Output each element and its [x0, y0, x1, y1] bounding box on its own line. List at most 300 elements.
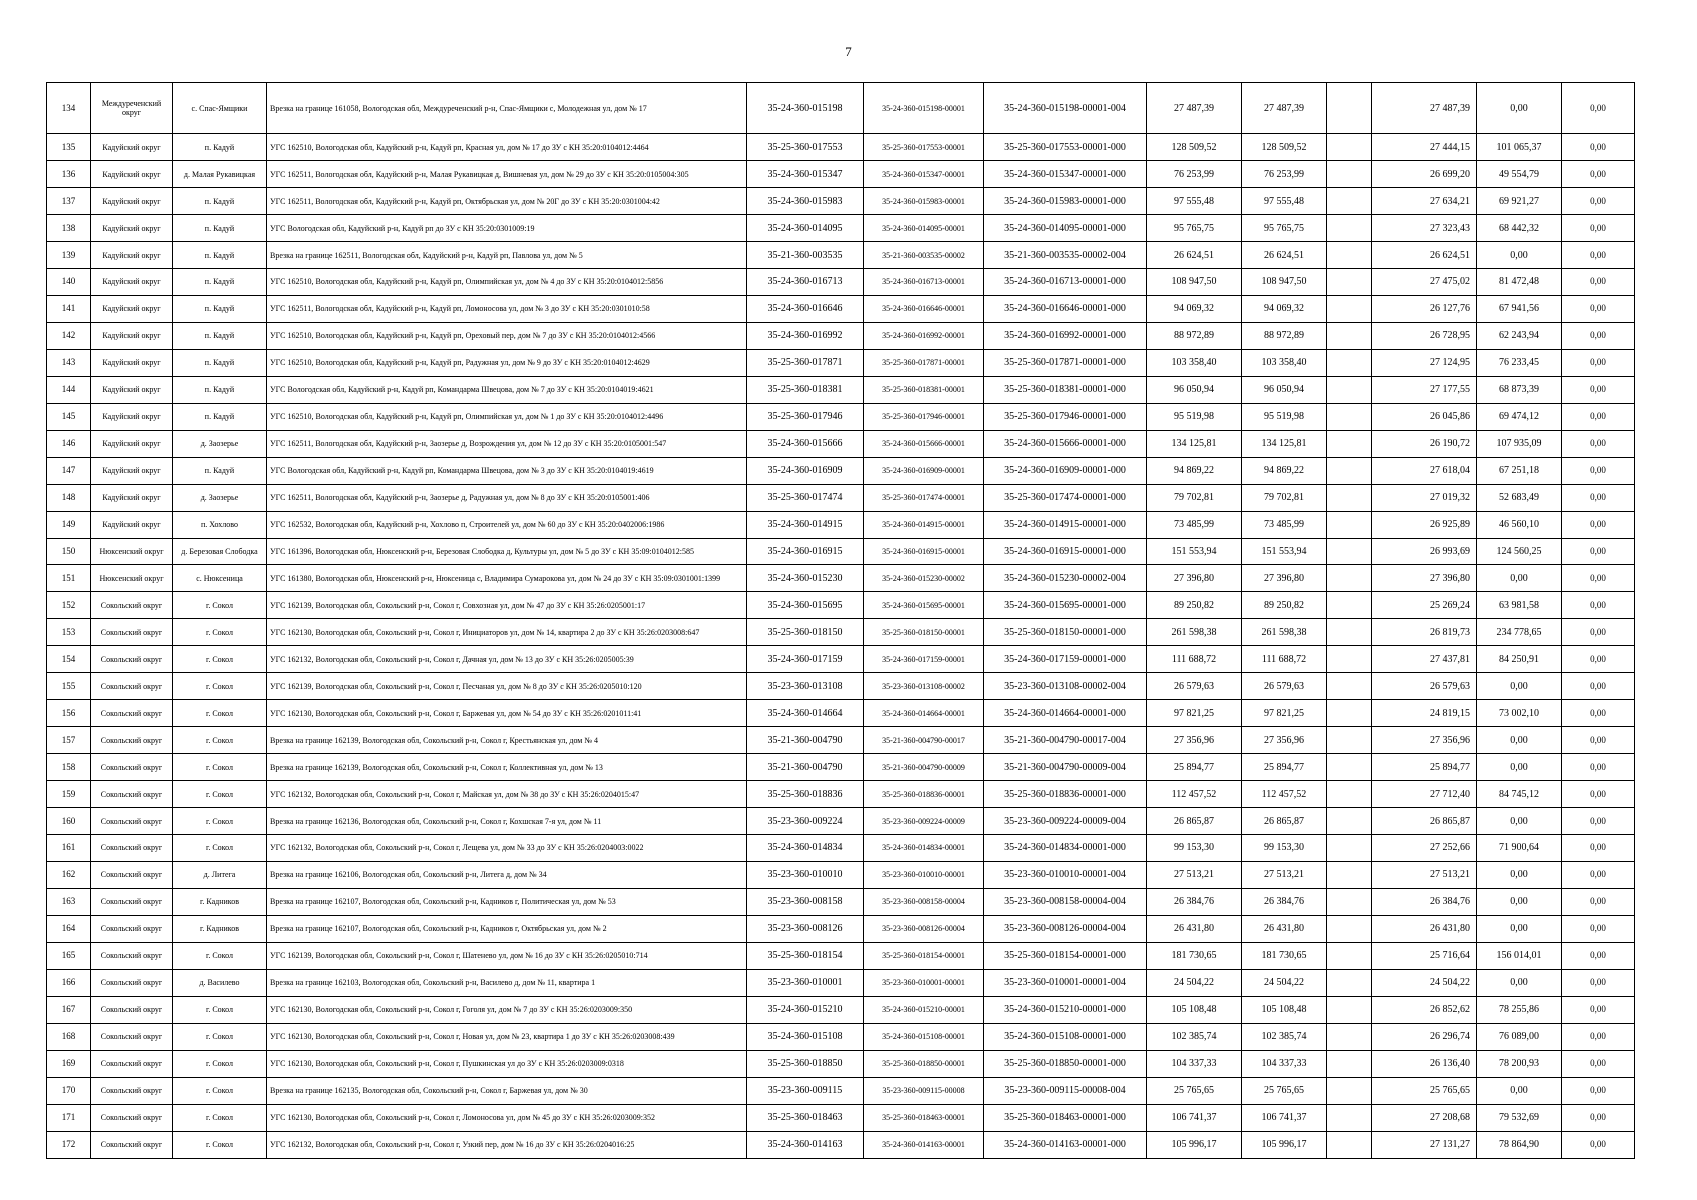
code-cell: 35-23-360-010001 — [747, 969, 864, 996]
address-cell: УГС 162510, Вологодская обл, Кадуйский р-н, Кадуй рп, Красная ул, дом № 17 до ЗУ с КН 35:20:0104012:4464 — [267, 134, 747, 161]
locality-cell: г. Сокол — [173, 1077, 267, 1104]
amount-total-cell: 103 358,40 — [1147, 349, 1242, 376]
empty-cell — [1327, 215, 1372, 242]
locality-cell: г. Сокол — [173, 781, 267, 808]
district-cell: Сокольский округ — [91, 1050, 173, 1077]
code-sub-cell: 35-24-360-014834-00001 — [864, 835, 984, 862]
empty-cell — [1327, 322, 1372, 349]
table-row — [47, 727, 1635, 754]
locality-cell: д. Березовая Слободка — [173, 538, 267, 565]
empty-cell — [1327, 700, 1372, 727]
table-row — [47, 242, 1635, 269]
address-cell: УГС 162132, Вологодская обл, Сокольский р-н, Сокол г, Узкий пер, дом № 16 до ЗУ с КН 35:26:0204016:25 — [267, 1131, 747, 1159]
empty-cell — [1327, 1023, 1372, 1050]
empty-cell — [1327, 1104, 1372, 1131]
code-cell: 35-24-360-016909 — [747, 457, 864, 484]
code-cell: 35-25-360-018154 — [747, 942, 864, 969]
amount-zero-cell: 0,00 — [1562, 942, 1635, 969]
amount-cell: 27 487,39 — [1242, 83, 1327, 134]
amount-remainder-cell: 124 560,25 — [1477, 538, 1562, 565]
district-cell: Кадуйский округ — [91, 511, 173, 538]
amount-zero-cell: 0,00 — [1562, 322, 1635, 349]
address-cell: УГС 161380, Вологодская обл, Нюксенский р-н, Нюксеница с, Владимира Сумарокова ул, дом № 24 до ЗУ с КН 35:09:0301001:1399 — [267, 565, 747, 592]
code-cell: 35-24-360-015695 — [747, 592, 864, 619]
amount-zero-cell: 0,00 — [1562, 484, 1635, 511]
code-sub-cell: 35-25-360-017871-00001 — [864, 349, 984, 376]
empty-cell — [1327, 915, 1372, 942]
code-full-cell: 35-23-360-010001-00001-004 — [984, 969, 1147, 996]
code-sub-cell: 35-24-360-015108-00001 — [864, 1023, 984, 1050]
amount-part-cell: 27 475,02 — [1372, 269, 1477, 296]
amount-remainder-cell: 107 935,09 — [1477, 430, 1562, 457]
table-row — [47, 349, 1635, 376]
table-row — [47, 808, 1635, 835]
code-cell: 35-24-360-015198 — [747, 83, 864, 134]
amount-total-cell: 108 947,50 — [1147, 269, 1242, 296]
code-cell: 35-25-360-018836 — [747, 781, 864, 808]
empty-cell — [1327, 242, 1372, 269]
locality-cell: г. Сокол — [173, 1131, 267, 1159]
amount-zero-cell: 0,00 — [1562, 1104, 1635, 1131]
amount-cell: 26 431,80 — [1242, 915, 1327, 942]
address-cell: УГС 162510, Вологодская обл, Кадуйский р-н, Кадуй рп, Олимпийская ул, дом № 4 до ЗУ с КН 35:20:0104012:5856 — [267, 269, 747, 296]
amount-part-cell: 25 269,24 — [1372, 592, 1477, 619]
amount-part-cell: 26 136,40 — [1372, 1050, 1477, 1077]
amount-total-cell: 27 487,39 — [1147, 83, 1242, 134]
code-cell: 35-23-360-008158 — [747, 888, 864, 915]
row-number-cell: 148 — [47, 484, 91, 511]
row-number-cell: 153 — [47, 619, 91, 646]
code-sub-cell: 35-21-360-004790-00017 — [864, 727, 984, 754]
row-number-cell: 149 — [47, 511, 91, 538]
district-cell: Сокольский округ — [91, 915, 173, 942]
amount-zero-cell: 0,00 — [1562, 1131, 1635, 1159]
amount-zero-cell: 0,00 — [1562, 511, 1635, 538]
amount-zero-cell: 0,00 — [1562, 835, 1635, 862]
amount-total-cell: 95 765,75 — [1147, 215, 1242, 242]
amount-remainder-cell: 156 014,01 — [1477, 942, 1562, 969]
table-row — [47, 835, 1635, 862]
row-number-cell: 143 — [47, 349, 91, 376]
amount-cell: 134 125,81 — [1242, 430, 1327, 457]
address-cell: Врезка на границе 162103, Вологодская обл, Сокольский р-н, Василево д, дом № 11, квартира 1 — [267, 969, 747, 996]
code-sub-cell: 35-24-360-017159-00001 — [864, 646, 984, 673]
code-cell: 35-24-360-016646 — [747, 295, 864, 322]
district-cell: Кадуйский округ — [91, 430, 173, 457]
code-full-cell: 35-23-360-013108-00002-004 — [984, 673, 1147, 700]
address-cell: Врезка на границе 162139, Вологодская обл, Сокольский р-н, Сокол г, Крестьянская ул, дом № 4 — [267, 727, 747, 754]
address-cell: УГС Вологодская обл, Кадуйский р-н, Кадуй рп, Командарма Швецова, дом № 7 до ЗУ с КН 35:20:0104019:4621 — [267, 376, 747, 403]
amount-zero-cell: 0,00 — [1562, 700, 1635, 727]
row-number-cell: 136 — [47, 161, 91, 188]
code-sub-cell: 35-24-360-014915-00001 — [864, 511, 984, 538]
locality-cell: д. Малая Рукавицкая — [173, 161, 267, 188]
amount-total-cell: 25 894,77 — [1147, 754, 1242, 781]
district-cell: Сокольский округ — [91, 835, 173, 862]
locality-cell: г. Сокол — [173, 700, 267, 727]
amount-remainder-cell: 0,00 — [1477, 673, 1562, 700]
address-cell: УГС Вологодская обл, Кадуйский р-н, Кадуй рп, Командарма Швецова, дом № 3 до ЗУ с КН 35:20:0104019:4619 — [267, 457, 747, 484]
amount-zero-cell: 0,00 — [1562, 673, 1635, 700]
locality-cell: г. Сокол — [173, 1023, 267, 1050]
amount-cell: 76 253,99 — [1242, 161, 1327, 188]
amount-cell: 26 865,87 — [1242, 808, 1327, 835]
amount-zero-cell: 0,00 — [1562, 134, 1635, 161]
amount-part-cell: 26 127,76 — [1372, 295, 1477, 322]
table-body — [47, 83, 1635, 1159]
amount-part-cell: 27 131,27 — [1372, 1131, 1477, 1159]
locality-cell: п. Кадуй — [173, 322, 267, 349]
locality-cell: д. Заозерье — [173, 484, 267, 511]
amount-zero-cell: 0,00 — [1562, 215, 1635, 242]
table-row — [47, 188, 1635, 215]
amount-cell: 97 821,25 — [1242, 700, 1327, 727]
locality-cell: п. Кадуй — [173, 215, 267, 242]
empty-cell — [1327, 430, 1372, 457]
amount-part-cell: 26 296,74 — [1372, 1023, 1477, 1050]
empty-cell — [1327, 269, 1372, 296]
amount-part-cell: 27 712,40 — [1372, 781, 1477, 808]
amount-zero-cell: 0,00 — [1562, 888, 1635, 915]
table-row — [47, 942, 1635, 969]
address-cell: УГС 162132, Вологодская обл, Сокольский р-н, Сокол г, Лещева ул, дом № 33 до ЗУ с КН 35:26:0204003:0022 — [267, 835, 747, 862]
code-sub-cell: 35-24-360-015198-00001 — [864, 83, 984, 134]
amount-total-cell: 128 509,52 — [1147, 134, 1242, 161]
empty-cell — [1327, 1077, 1372, 1104]
code-full-cell: 35-23-360-008158-00004-004 — [984, 888, 1147, 915]
table-row — [47, 83, 1635, 134]
amount-cell: 151 553,94 — [1242, 538, 1327, 565]
locality-cell: с. Спас-Ямщики — [173, 83, 267, 134]
locality-cell: п. Кадуй — [173, 349, 267, 376]
table-row — [47, 1023, 1635, 1050]
code-full-cell: 35-24-360-016992-00001-000 — [984, 322, 1147, 349]
code-cell: 35-24-360-016992 — [747, 322, 864, 349]
district-cell: Нюксенский округ — [91, 538, 173, 565]
code-sub-cell: 35-25-360-018836-00001 — [864, 781, 984, 808]
empty-cell — [1327, 565, 1372, 592]
code-sub-cell: 35-24-360-015230-00002 — [864, 565, 984, 592]
address-cell: УГС 162130, Вологодская обл, Сокольский р-н, Сокол г, Новая ул, дом № 23, квартира 1 до ЗУ с КН 35:26:0203008:439 — [267, 1023, 747, 1050]
amount-part-cell: 27 323,43 — [1372, 215, 1477, 242]
locality-cell: с. Нюксеница — [173, 565, 267, 592]
table-row — [47, 215, 1635, 242]
code-full-cell: 35-25-360-018381-00001-000 — [984, 376, 1147, 403]
amount-part-cell: 27 019,32 — [1372, 484, 1477, 511]
amount-total-cell: 88 972,89 — [1147, 322, 1242, 349]
amount-zero-cell: 0,00 — [1562, 808, 1635, 835]
code-sub-cell: 35-24-360-016646-00001 — [864, 295, 984, 322]
code-full-cell: 35-25-360-017553-00001-000 — [984, 134, 1147, 161]
locality-cell: п. Кадуй — [173, 295, 267, 322]
address-cell: УГС 162130, Вологодская обл, Сокольский р-н, Сокол г, Пушкинская ул до ЗУ с КН 35:26:0203009:0318 — [267, 1050, 747, 1077]
code-cell: 35-24-360-014664 — [747, 700, 864, 727]
table-row — [47, 484, 1635, 511]
locality-cell: д. Василево — [173, 969, 267, 996]
locality-cell: п. Кадуй — [173, 376, 267, 403]
amount-remainder-cell: 0,00 — [1477, 1077, 1562, 1104]
amount-cell: 99 153,30 — [1242, 835, 1327, 862]
row-number-cell: 147 — [47, 457, 91, 484]
code-cell: 35-24-360-015983 — [747, 188, 864, 215]
empty-cell — [1327, 673, 1372, 700]
amount-remainder-cell: 73 002,10 — [1477, 700, 1562, 727]
amount-total-cell: 24 504,22 — [1147, 969, 1242, 996]
empty-cell — [1327, 1050, 1372, 1077]
code-sub-cell: 35-25-360-018154-00001 — [864, 942, 984, 969]
empty-cell — [1327, 403, 1372, 430]
amount-zero-cell: 0,00 — [1562, 430, 1635, 457]
address-cell: Врезка на границе 162106, Вологодская обл, Сокольский р-н, Литега д, дом № 34 — [267, 861, 747, 888]
amount-part-cell: 26 384,76 — [1372, 888, 1477, 915]
table-row — [47, 915, 1635, 942]
code-cell: 35-24-360-017159 — [747, 646, 864, 673]
code-full-cell: 35-21-360-004790-00009-004 — [984, 754, 1147, 781]
amount-cell: 27 513,21 — [1242, 861, 1327, 888]
table-row — [47, 700, 1635, 727]
code-cell: 35-24-360-014915 — [747, 511, 864, 538]
amount-part-cell: 27 252,66 — [1372, 835, 1477, 862]
amount-part-cell: 27 124,95 — [1372, 349, 1477, 376]
table-row — [47, 161, 1635, 188]
code-full-cell: 35-25-360-018836-00001-000 — [984, 781, 1147, 808]
amount-part-cell: 27 396,80 — [1372, 565, 1477, 592]
address-cell: УГС 162510, Вологодская обл, Кадуйский р-н, Кадуй рп, Радужная ул, дом № 9 до ЗУ с КН 35:20:0104012:4629 — [267, 349, 747, 376]
empty-cell — [1327, 295, 1372, 322]
amount-cell: 108 947,50 — [1242, 269, 1327, 296]
row-number-cell: 142 — [47, 322, 91, 349]
locality-cell: г. Сокол — [173, 996, 267, 1023]
amount-remainder-cell: 63 981,58 — [1477, 592, 1562, 619]
amount-part-cell: 26 624,51 — [1372, 242, 1477, 269]
empty-cell — [1327, 996, 1372, 1023]
amount-part-cell: 27 437,81 — [1372, 646, 1477, 673]
amount-zero-cell: 0,00 — [1562, 915, 1635, 942]
table-row — [47, 538, 1635, 565]
code-cell: 35-21-360-004790 — [747, 754, 864, 781]
code-full-cell: 35-21-360-004790-00017-004 — [984, 727, 1147, 754]
amount-zero-cell: 0,00 — [1562, 565, 1635, 592]
registry-table — [46, 82, 1635, 1159]
amount-remainder-cell: 0,00 — [1477, 242, 1562, 269]
code-cell: 35-24-360-015230 — [747, 565, 864, 592]
amount-part-cell: 26 865,87 — [1372, 808, 1477, 835]
amount-remainder-cell: 78 255,86 — [1477, 996, 1562, 1023]
amount-total-cell: 27 356,96 — [1147, 727, 1242, 754]
district-cell: Сокольский округ — [91, 996, 173, 1023]
row-number-cell: 135 — [47, 134, 91, 161]
locality-cell: п. Кадуй — [173, 269, 267, 296]
code-cell: 35-25-360-018850 — [747, 1050, 864, 1077]
code-cell: 35-24-360-014834 — [747, 835, 864, 862]
code-full-cell: 35-24-360-017159-00001-000 — [984, 646, 1147, 673]
district-cell: Сокольский округ — [91, 700, 173, 727]
amount-total-cell: 26 624,51 — [1147, 242, 1242, 269]
row-number-cell: 146 — [47, 430, 91, 457]
amount-remainder-cell: 52 683,49 — [1477, 484, 1562, 511]
amount-part-cell: 26 993,69 — [1372, 538, 1477, 565]
amount-zero-cell: 0,00 — [1562, 781, 1635, 808]
amount-zero-cell: 0,00 — [1562, 1023, 1635, 1050]
table-row — [47, 430, 1635, 457]
amount-zero-cell: 0,00 — [1562, 1050, 1635, 1077]
row-number-cell: 169 — [47, 1050, 91, 1077]
empty-cell — [1327, 188, 1372, 215]
district-cell: Сокольский округ — [91, 592, 173, 619]
amount-zero-cell: 0,00 — [1562, 349, 1635, 376]
code-cell: 35-25-360-018463 — [747, 1104, 864, 1131]
row-number-cell: 165 — [47, 942, 91, 969]
address-cell: УГС 162511, Вологодская обл, Кадуйский р-н, Заозерье д, Радужная ул, дом № 8 до ЗУ с КН 35:20:0105001:406 — [267, 484, 747, 511]
amount-zero-cell: 0,00 — [1562, 754, 1635, 781]
address-cell: УГС 162511, Вологодская обл, Кадуйский р-н, Кадуй рп, Октябрьская ул, дом № 20Г до ЗУ с КН 35:20:0301004:42 — [267, 188, 747, 215]
code-cell: 35-24-360-015210 — [747, 996, 864, 1023]
code-sub-cell: 35-23-360-008126-00004 — [864, 915, 984, 942]
amount-total-cell: 106 741,37 — [1147, 1104, 1242, 1131]
empty-cell — [1327, 835, 1372, 862]
amount-cell: 128 509,52 — [1242, 134, 1327, 161]
amount-total-cell: 105 996,17 — [1147, 1131, 1242, 1159]
table-row — [47, 322, 1635, 349]
address-cell: УГС 162132, Вологодская обл, Сокольский р-н, Сокол г, Дачная ул, дом № 13 до ЗУ с КН 35:26:0205005:39 — [267, 646, 747, 673]
amount-cell: 26 579,63 — [1242, 673, 1327, 700]
amount-zero-cell: 0,00 — [1562, 996, 1635, 1023]
code-full-cell: 35-25-360-018150-00001-000 — [984, 619, 1147, 646]
code-cell: 35-21-360-003535 — [747, 242, 864, 269]
locality-cell: г. Сокол — [173, 619, 267, 646]
amount-total-cell: 27 513,21 — [1147, 861, 1242, 888]
address-cell: Врезка на границе 162107, Вологодская обл, Сокольский р-н, Кадников г, Октябрьская ул, дом № 2 — [267, 915, 747, 942]
amount-cell: 181 730,65 — [1242, 942, 1327, 969]
code-cell: 35-25-360-018150 — [747, 619, 864, 646]
code-full-cell: 35-25-360-017871-00001-000 — [984, 349, 1147, 376]
district-cell: Сокольский округ — [91, 1077, 173, 1104]
address-cell: Врезка на границе 161058, Вологодская обл, Междуреченский р-н, Спас-Ямщики с, Молодежная ул, дом № 17 — [267, 83, 747, 134]
code-full-cell: 35-24-360-015230-00002-004 — [984, 565, 1147, 592]
locality-cell: г. Сокол — [173, 727, 267, 754]
district-cell: Сокольский округ — [91, 646, 173, 673]
code-cell: 35-24-360-016713 — [747, 269, 864, 296]
amount-cell: 88 972,89 — [1242, 322, 1327, 349]
amount-remainder-cell: 49 554,79 — [1477, 161, 1562, 188]
row-number-cell: 137 — [47, 188, 91, 215]
amount-part-cell: 26 852,62 — [1372, 996, 1477, 1023]
row-number-cell: 150 — [47, 538, 91, 565]
table-row — [47, 269, 1635, 296]
empty-cell — [1327, 83, 1372, 134]
code-cell: 35-23-360-009115 — [747, 1077, 864, 1104]
empty-cell — [1327, 861, 1372, 888]
code-full-cell: 35-24-360-015695-00001-000 — [984, 592, 1147, 619]
code-cell: 35-24-360-015108 — [747, 1023, 864, 1050]
amount-total-cell: 95 519,98 — [1147, 403, 1242, 430]
amount-zero-cell: 0,00 — [1562, 188, 1635, 215]
amount-cell: 111 688,72 — [1242, 646, 1327, 673]
amount-part-cell: 27 208,68 — [1372, 1104, 1477, 1131]
amount-remainder-cell: 0,00 — [1477, 888, 1562, 915]
table-row — [47, 754, 1635, 781]
row-number-cell: 164 — [47, 915, 91, 942]
amount-total-cell: 94 069,32 — [1147, 295, 1242, 322]
locality-cell: г. Сокол — [173, 835, 267, 862]
amount-cell: 89 250,82 — [1242, 592, 1327, 619]
amount-total-cell: 89 250,82 — [1147, 592, 1242, 619]
empty-cell — [1327, 484, 1372, 511]
amount-part-cell: 27 634,21 — [1372, 188, 1477, 215]
row-number-cell: 158 — [47, 754, 91, 781]
row-number-cell: 172 — [47, 1131, 91, 1159]
code-sub-cell: 35-24-360-016992-00001 — [864, 322, 984, 349]
amount-total-cell: 26 384,76 — [1147, 888, 1242, 915]
row-number-cell: 171 — [47, 1104, 91, 1131]
amount-cell: 97 555,48 — [1242, 188, 1327, 215]
code-full-cell: 35-24-360-015210-00001-000 — [984, 996, 1147, 1023]
district-cell: Кадуйский округ — [91, 322, 173, 349]
amount-remainder-cell: 0,00 — [1477, 969, 1562, 996]
district-cell: Сокольский округ — [91, 673, 173, 700]
row-number-cell: 141 — [47, 295, 91, 322]
code-cell: 35-23-360-008126 — [747, 915, 864, 942]
amount-remainder-cell: 76 089,00 — [1477, 1023, 1562, 1050]
code-sub-cell: 35-21-360-003535-00002 — [864, 242, 984, 269]
code-full-cell: 35-24-360-016713-00001-000 — [984, 269, 1147, 296]
table-row — [47, 376, 1635, 403]
address-cell: УГС 162139, Вологодская обл, Сокольский р-н, Сокол г, Совхозная ул, дом № 47 до ЗУ с КН 35:26:0205001:17 — [267, 592, 747, 619]
amount-zero-cell: 0,00 — [1562, 592, 1635, 619]
amount-total-cell: 104 337,33 — [1147, 1050, 1242, 1077]
district-cell: Кадуйский округ — [91, 269, 173, 296]
code-cell: 35-24-360-016915 — [747, 538, 864, 565]
code-full-cell: 35-23-360-008126-00004-004 — [984, 915, 1147, 942]
row-number-cell: 154 — [47, 646, 91, 673]
amount-cell: 106 741,37 — [1242, 1104, 1327, 1131]
table-row — [47, 861, 1635, 888]
amount-remainder-cell: 0,00 — [1477, 861, 1562, 888]
amount-total-cell: 73 485,99 — [1147, 511, 1242, 538]
code-cell: 35-25-360-017474 — [747, 484, 864, 511]
code-sub-cell: 35-24-360-015695-00001 — [864, 592, 984, 619]
amount-zero-cell: 0,00 — [1562, 242, 1635, 269]
district-cell: Сокольский округ — [91, 808, 173, 835]
address-cell: УГС 162532, Вологодская обл, Кадуйский р-н, Хохлово п, Строителей ул, дом № 60 до ЗУ с КН 35:20:0402006:1986 — [267, 511, 747, 538]
amount-total-cell: 134 125,81 — [1147, 430, 1242, 457]
locality-cell: п. Кадуй — [173, 403, 267, 430]
address-cell: Врезка на границе 162107, Вологодская обл, Сокольский р-н, Кадников г, Политическая ул, дом № 53 — [267, 888, 747, 915]
table-row — [47, 403, 1635, 430]
code-full-cell: 35-21-360-003535-00002-004 — [984, 242, 1147, 269]
amount-total-cell: 151 553,94 — [1147, 538, 1242, 565]
row-number-cell: 134 — [47, 83, 91, 134]
code-sub-cell: 35-25-360-017946-00001 — [864, 403, 984, 430]
code-sub-cell: 35-24-360-016713-00001 — [864, 269, 984, 296]
code-full-cell: 35-24-360-014834-00001-000 — [984, 835, 1147, 862]
amount-remainder-cell: 68 442,32 — [1477, 215, 1562, 242]
table-row — [47, 1131, 1635, 1159]
empty-cell — [1327, 592, 1372, 619]
amount-cell: 95 765,75 — [1242, 215, 1327, 242]
amount-total-cell: 181 730,65 — [1147, 942, 1242, 969]
address-cell: Врезка на границе 162136, Вологодская обл, Сокольский р-н, Сокол г, Кохшская 7-я ул, дом № 11 — [267, 808, 747, 835]
amount-cell: 25 894,77 — [1242, 754, 1327, 781]
address-cell: Врезка на границе 162511, Вологодская обл, Кадуйский р-н, Кадуй рп, Павлова ул, дом № 5 — [267, 242, 747, 269]
code-full-cell: 35-24-360-016646-00001-000 — [984, 295, 1147, 322]
address-cell: Врезка на границе 162135, Вологодская обл, Сокольский р-н, Сокол г, Баржевая ул, дом № 30 — [267, 1077, 747, 1104]
row-number-cell: 151 — [47, 565, 91, 592]
amount-remainder-cell: 69 474,12 — [1477, 403, 1562, 430]
address-cell: УГС 162511, Вологодская обл, Кадуйский р-н, Кадуй рп, Ломоносова ул, дом № 3 до ЗУ с КН 35:20:0301010:58 — [267, 295, 747, 322]
amount-cell: 105 996,17 — [1242, 1131, 1327, 1159]
district-cell: Кадуйский округ — [91, 215, 173, 242]
